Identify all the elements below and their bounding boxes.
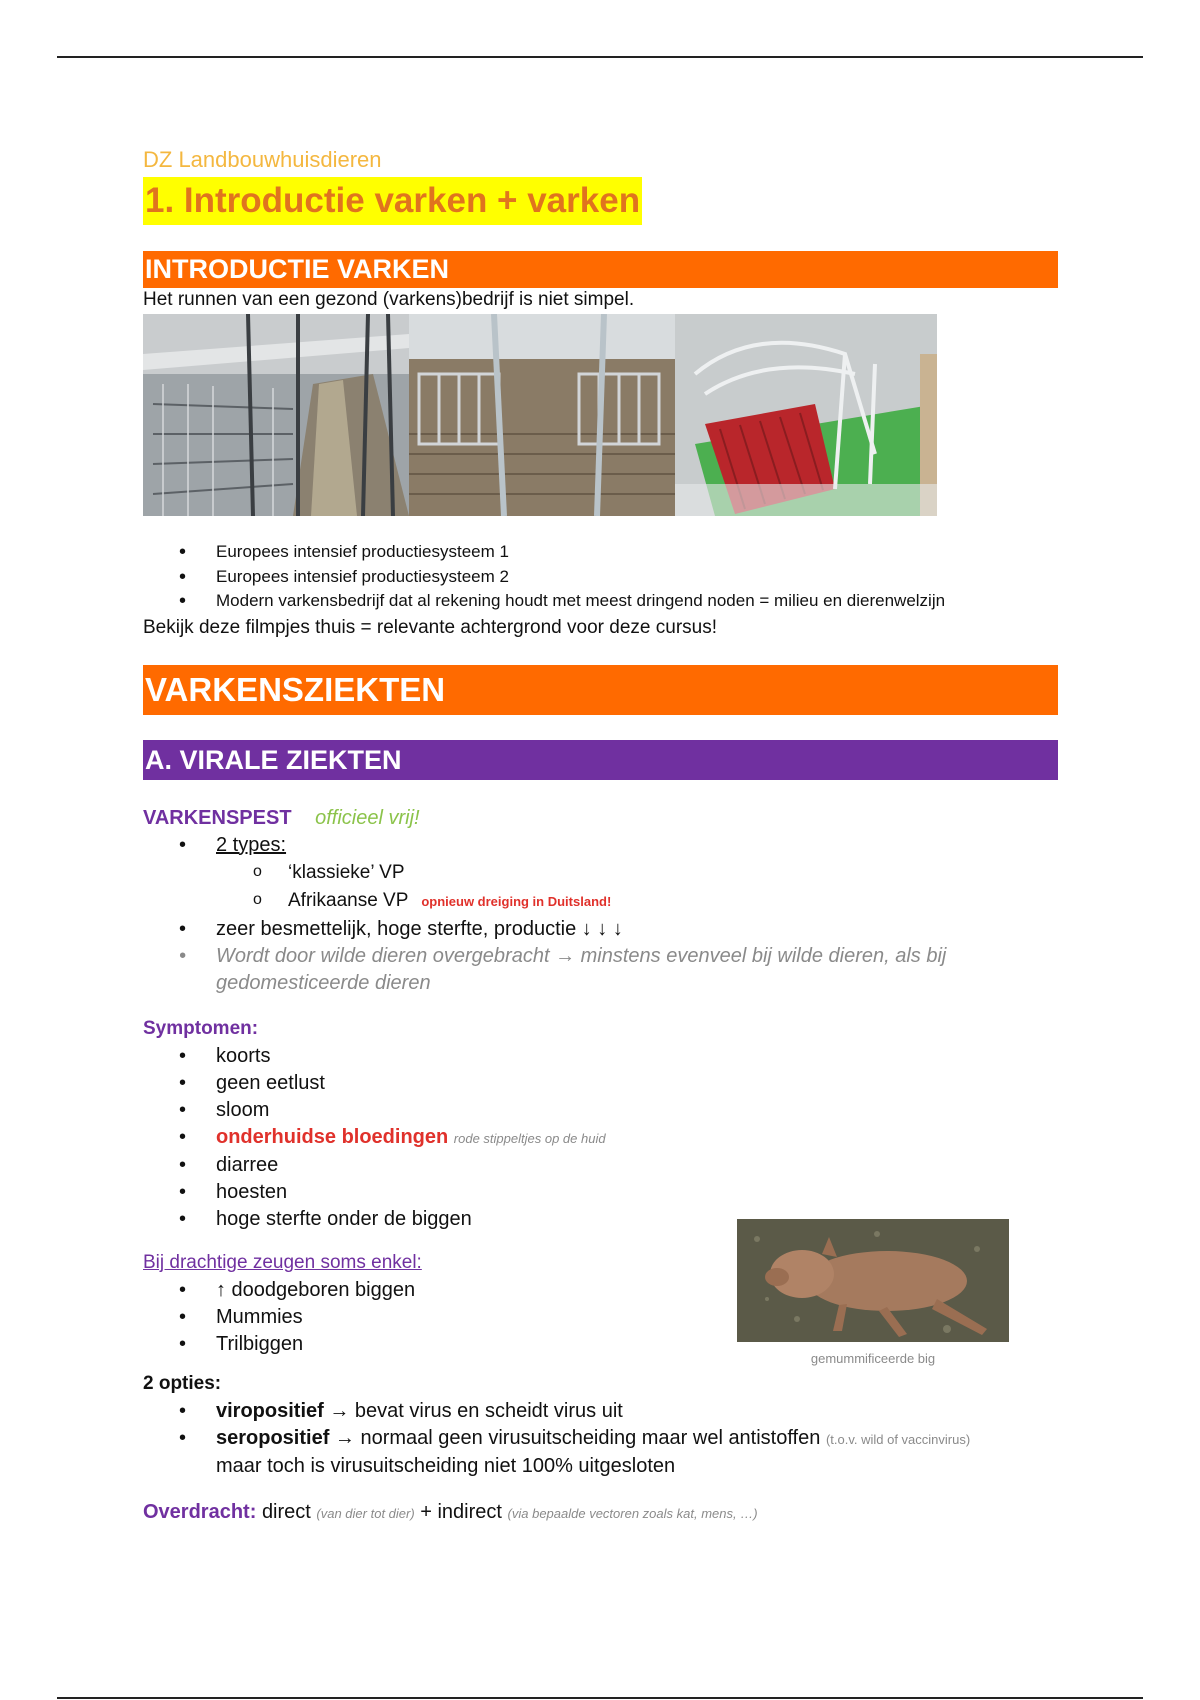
transfer-direct-note: (van dier tot dier): [316, 1505, 415, 1521]
photo-caption: gemummificeerde big: [810, 1350, 936, 1366]
list-item: • Europees intensief productiesysteem 2: [143, 565, 1058, 590]
list-item: • hoesten: [143, 1179, 1058, 1206]
mummified-piglet-photo: [737, 1219, 1009, 1342]
list-item: • ↑ doodgeboren biggen: [143, 1277, 1058, 1304]
intro-note: Bekijk deze filmpjes thuis = relevante achtergrond voor deze cursus!: [143, 616, 717, 638]
intro-text: Het runnen van een gezond (varkens)bedrijf is niet simpel.: [143, 289, 635, 310]
list-item: o ‘klassieke’ VP: [143, 859, 1058, 887]
symptoms-label: Symptomen:: [143, 1017, 259, 1039]
transfer-indirect: indirect: [437, 1500, 502, 1523]
types-sublist: [143, 859, 1058, 916]
pregnant-block: [143, 1249, 1058, 1366]
list-item: • hoge sterfte onder de biggen: [143, 1206, 1058, 1233]
list-item: • 2 types:: [143, 832, 1058, 859]
facts-small-list: [143, 943, 1058, 997]
list-item: • Trilbiggen: [143, 1331, 1058, 1358]
list-item: • geen eetlust: [143, 1070, 1058, 1097]
disease-title-line: [143, 804, 1058, 832]
option1-text: → bevat virus en scheidt virus uit: [329, 1399, 623, 1422]
list-item: • Wordt door wilde dieren overgebracht → minstens evenveel bij wilde dieren, als bij gedomesticeerde dieren: [143, 943, 1058, 997]
course-title: DZ Landbouwhuisdieren: [143, 147, 382, 172]
list-item: • Modern varkensbedrijf dat al rekening houdt met meest dringend noden = milieu en dierenwelzijn: [143, 589, 1058, 614]
transfer-plus: +: [420, 1500, 432, 1523]
transfer-label: Overdracht:: [143, 1500, 257, 1523]
facts-list: [143, 916, 1058, 943]
barn-photo-2: [409, 314, 675, 516]
list-item: • diarree: [143, 1152, 1058, 1179]
chapter-title: 1. Introductie varken + varken: [143, 177, 642, 225]
list-item: • koorts: [143, 1043, 1058, 1070]
barn-photo-1: [143, 314, 409, 516]
list-item: • sloom: [143, 1097, 1058, 1124]
section-heading-intro: INTRODUCTIE VARKEN: [143, 251, 1058, 288]
pregnant-label: Bij drachtige zeugen soms enkel:: [143, 1251, 422, 1273]
list-item: • zeer besmettelijk, hoge sterfte, productie ↓ ↓ ↓: [143, 916, 1058, 943]
types-list: [143, 832, 1058, 859]
list-item: • Europees intensief productiesysteem 1: [143, 540, 1058, 565]
section-heading-diseases: VARKENSZIEKTEN: [143, 665, 1058, 715]
threat-note: opnieuw dreiging in Duitsland!: [421, 893, 612, 909]
options-label: 2 opties:: [143, 1372, 222, 1394]
disease-name: VARKENSPEST: [143, 806, 292, 829]
intro-bullets: [143, 540, 1058, 614]
transfer-indirect-note: (via bepaalde vectoren zoals kat, mens, …): [507, 1505, 758, 1521]
transfer-direct: direct: [261, 1500, 311, 1523]
photo-row: [143, 314, 1058, 516]
list-item: [143, 1398, 1058, 1425]
disease-status: officieel vrij!: [315, 806, 420, 829]
list-item: [143, 1124, 1058, 1152]
symptoms-list: [143, 1043, 1058, 1233]
list-item: • Mummies: [143, 1304, 1058, 1331]
list-item: [143, 1425, 1058, 1480]
option2-text: → normaal geen virusuitscheiding maar wel antistoffen: [334, 1426, 821, 1449]
symptom-highlight: onderhuidse bloedingen: [216, 1125, 449, 1148]
header-rule: [57, 56, 1143, 58]
options-list: [143, 1398, 1058, 1480]
option2-term: seropositief: [216, 1426, 330, 1449]
list-item: o Afrikaanse VP opnieuw dreiging in Duitsland!: [143, 887, 1058, 916]
document-body: [143, 145, 1058, 1528]
mummified-piglet-figure: [737, 1219, 1009, 1366]
barn-photo-3: [675, 314, 937, 516]
option2-cont: maar toch is virusuitscheiding niet 100% uitgesloten: [216, 1454, 676, 1477]
transfer-line: [143, 1498, 1058, 1528]
footer-rule: [57, 1697, 1143, 1699]
symptom-highlight-note: rode stippeltjes op de huid: [453, 1130, 606, 1146]
option2-note: (t.o.v. wild of vaccinvirus): [825, 1431, 971, 1447]
subsection-heading-viral: A. VIRALE ZIEKTEN: [143, 740, 1058, 780]
option1-term: viropositief: [216, 1399, 324, 1422]
